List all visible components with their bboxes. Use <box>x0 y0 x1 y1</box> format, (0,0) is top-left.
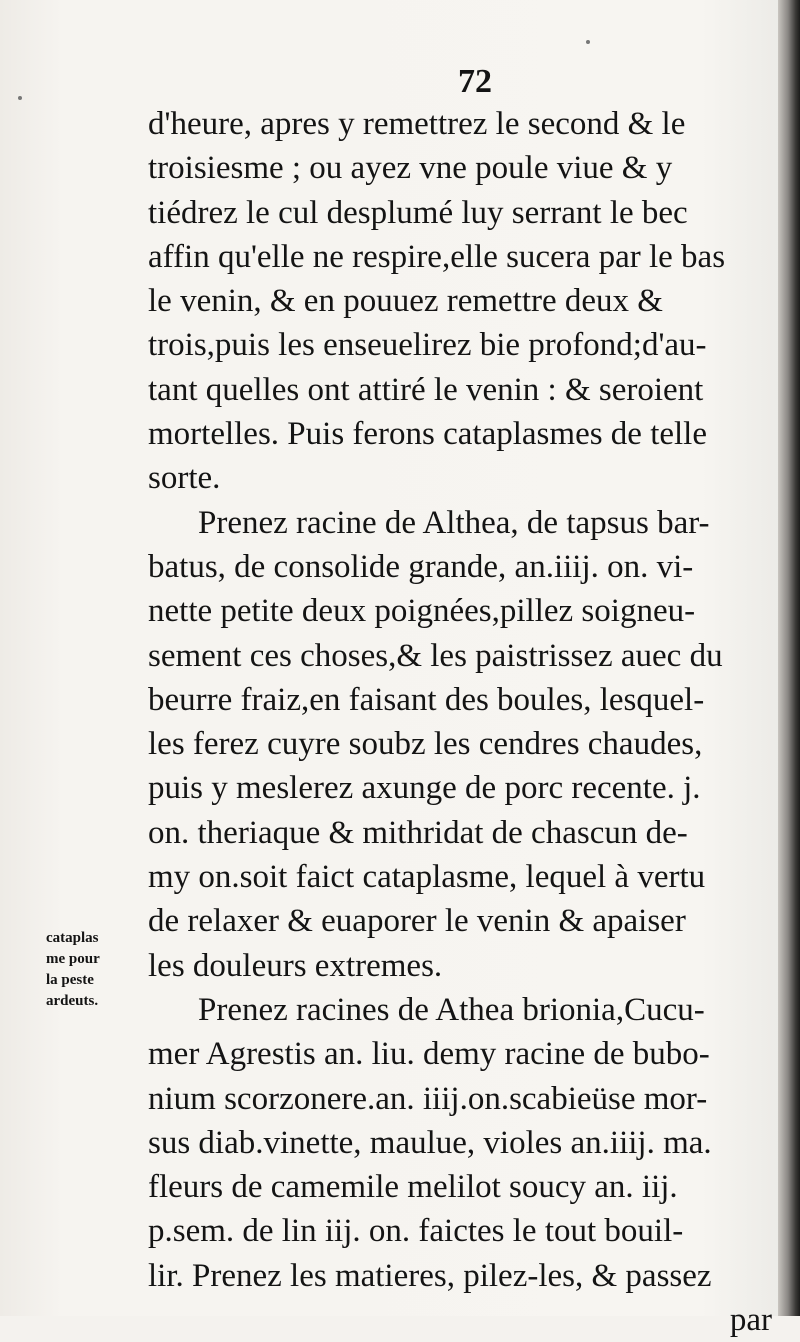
text-line: tant quelles ont attiré le venin : & seroient <box>148 371 704 408</box>
text-line: lir. Prenez les matieres, pilez-les, & passez <box>148 1257 712 1294</box>
body-text <box>148 102 780 1342</box>
margin-note-line: me pour <box>46 951 100 967</box>
text-line: tiédrez le cul desplumé luy serrant le bec <box>148 194 688 231</box>
text-line: d'heure, apres y remettrez le second & le <box>148 106 686 142</box>
text-line: par <box>729 1302 772 1339</box>
text-line: affin qu'elle ne respire,elle sucera par le bas <box>148 238 726 275</box>
text-line: sus diab.vinette, maulue, violes an.iiij. ma. <box>148 1124 712 1161</box>
ink-speck <box>586 40 590 44</box>
margin-note <box>46 928 146 1012</box>
text-line: les ferez cuyre soubz les cendres chaudes, <box>148 726 703 763</box>
text-line: nette petite deux poignées,pillez soigneu- <box>148 593 696 630</box>
text-line: Prenez racines de Athea brionia,Cucu- <box>198 991 705 1028</box>
text-line: fleurs de camemile melilot soucy an. iij. <box>148 1169 678 1206</box>
text-line: mer Agrestis an. liu. demy racine de bubo- <box>148 1036 710 1073</box>
text-line: puis y meslerez axunge de porc recente. j. <box>148 770 701 807</box>
text-line: les douleurs extremes. <box>148 947 443 984</box>
margin-note-line: ardeuts. <box>46 993 99 1009</box>
ink-speck <box>18 96 22 100</box>
binding-gutter <box>778 0 800 1316</box>
text-line: batus, de consolide grande, an.iiij. on. vi- <box>148 548 694 585</box>
text-line: de relaxer & euaporer le venin & apaiser <box>148 903 686 940</box>
page-number: 72 <box>458 63 492 100</box>
text-line: trois,puis les enseuelirez bie profond;d'au- <box>148 327 707 364</box>
text-line: sement ces choses,& les paistrissez auec du <box>148 637 723 674</box>
margin-note-line: la peste <box>46 972 94 988</box>
text-line: troisiesme ; ou ayez vne poule viue & y <box>148 150 673 187</box>
text-line: my on.soit faict cataplasme, lequel à vertu <box>148 859 706 896</box>
margin-note-line: cataplas <box>46 930 99 946</box>
text-line: p.sem. de lin iij. on. faictes le tout bouil- <box>148 1213 684 1250</box>
text-line: on. theriaque & mithridat de chascun de- <box>148 814 688 851</box>
text-line: Prenez racine de Althea, de tapsus bar- <box>198 504 710 541</box>
text-line: nium scorzonere.an. iiij.on.scabieüse mor- <box>148 1080 708 1117</box>
text-line: beurre fraiz,en faisant des boules, lesquel- <box>148 681 705 718</box>
text-line: sorte. <box>148 460 221 497</box>
text-line: mortelles. Puis ferons cataplasmes de telle <box>148 416 708 453</box>
text-line: le venin, & en pouuez remettre deux & <box>148 283 663 320</box>
